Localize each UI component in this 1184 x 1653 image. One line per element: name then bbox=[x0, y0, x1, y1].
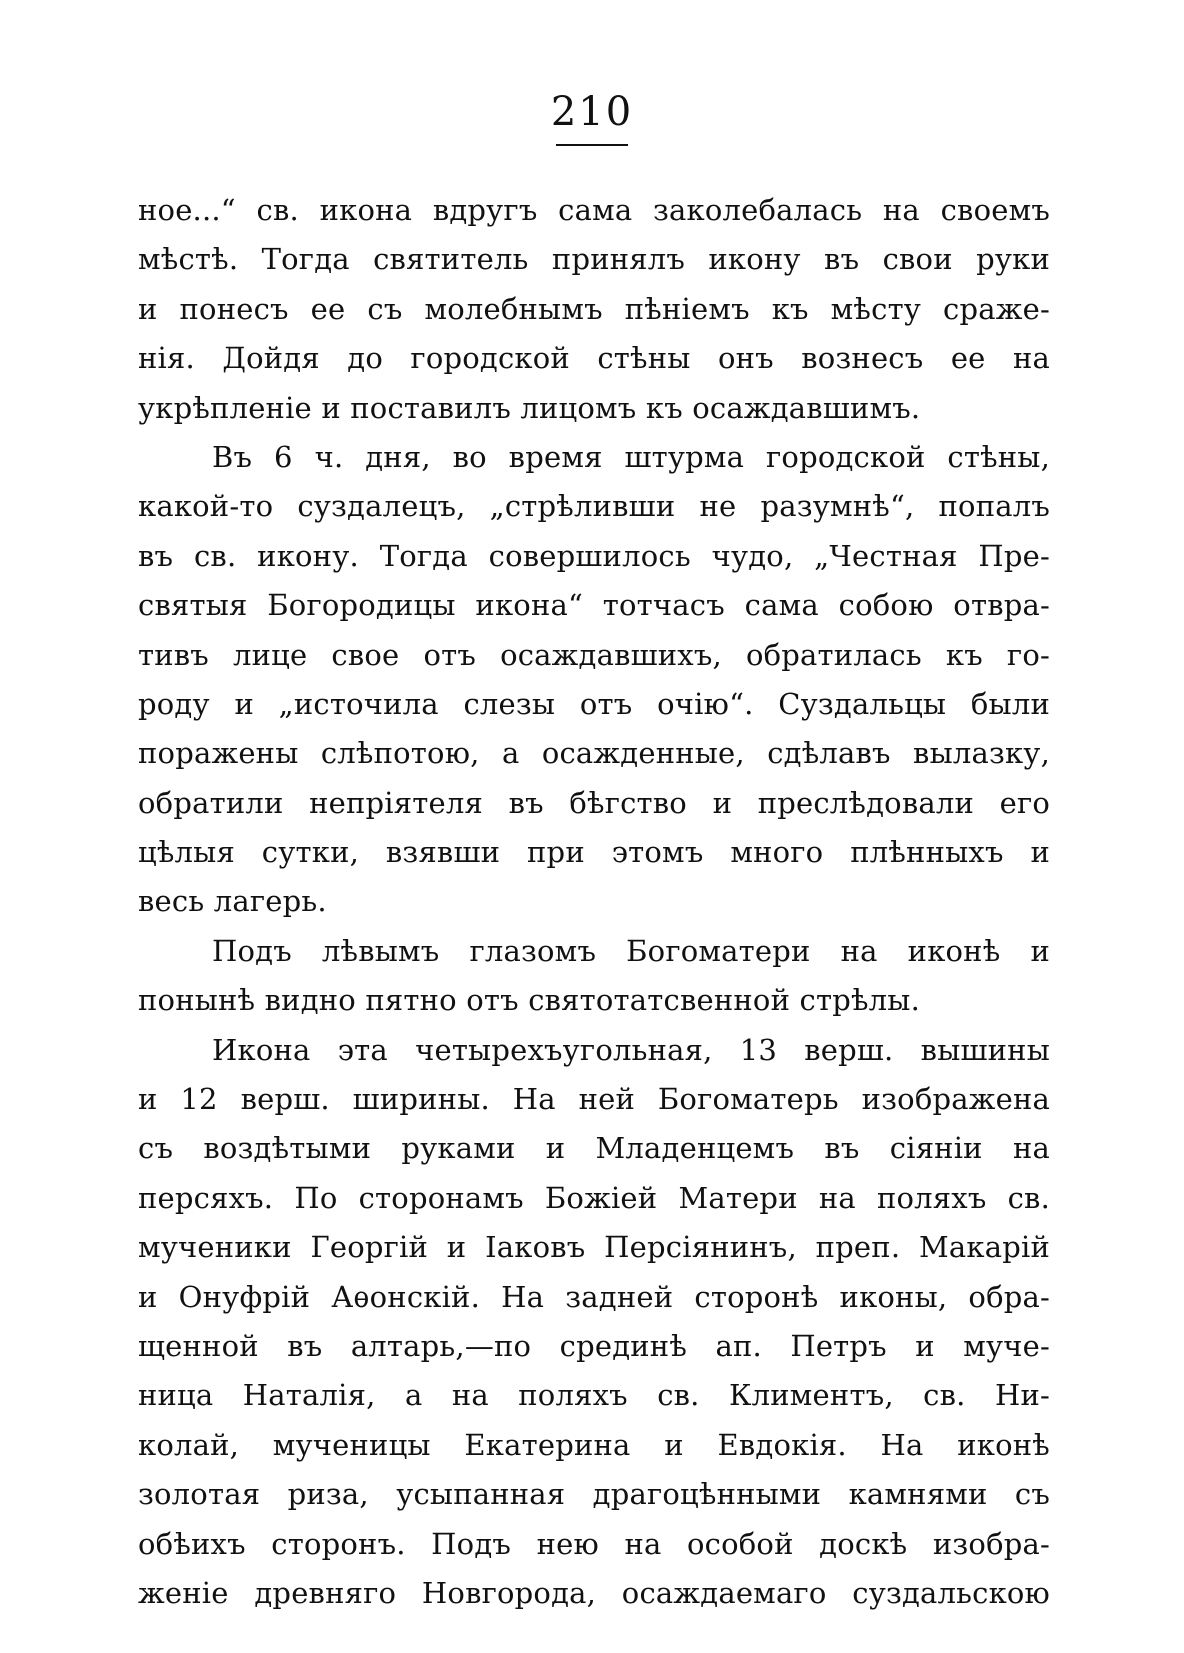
text-line: ница Наталія, а на поляхъ св. Климентъ, св. Ни- bbox=[138, 1378, 1050, 1413]
text-line: цѣлыя сутки, взявши при этомъ много плѣнныхъ и bbox=[138, 835, 1050, 870]
page-number-underline bbox=[556, 144, 628, 146]
text-line: и Онуфрій Аѳонскій. На задней сторонѣ иконы, обра- bbox=[138, 1279, 1050, 1314]
text-line: мѣстѣ. Тогда святитель принялъ икону въ свои руки bbox=[138, 242, 1050, 277]
text-line: щенной въ алтарь,—по срединѣ ап. Петръ и муче- bbox=[138, 1328, 1050, 1363]
text-line: и 12 верш. ширины. На ней Богоматерь изображена bbox=[138, 1082, 1050, 1117]
text-line: съ воздѣтыми руками и Младенцемъ въ сіяніи на bbox=[138, 1131, 1050, 1166]
text-line: нія. Дойдя до городской стѣны онъ вознесъ ее на bbox=[138, 341, 1050, 376]
text-line: персяхъ. По сторонамъ Божіей Матери на поляхъ св. bbox=[138, 1180, 1050, 1215]
text-line: ное...“ св. икона вдругъ сама заколебалась на своемъ bbox=[138, 193, 1050, 227]
text-line: женіе древняго Новгорода, осаждаемаго суздальскою bbox=[138, 1575, 1050, 1610]
text-line: Подъ лѣвымъ глазомъ Богоматери на иконѣ и bbox=[212, 933, 1050, 968]
text-line: святыя Богородицы икона“ тотчасъ сама собою отвра- bbox=[138, 588, 1050, 623]
text-line: понынѣ видно пятно отъ святотатсвенной стрѣлы. bbox=[138, 983, 920, 1018]
text-line: какой-то суздалецъ, „стрѣливши не разумнѣ“, попалъ bbox=[138, 489, 1050, 524]
page-number: 210 bbox=[550, 89, 634, 135]
text-line: въ св. икону. Тогда совершилось чудо, „Честная Пре- bbox=[138, 538, 1050, 573]
text-line: Икона эта четырехъугольная, 13 верш. вышины bbox=[212, 1032, 1050, 1067]
text-line: золотая риза, усыпанная драгоцѣнными камнями съ bbox=[138, 1477, 1050, 1512]
text-line: укрѣпленіе и поставилъ лицомъ къ осаждавшимъ. bbox=[138, 390, 921, 425]
body-text bbox=[138, 186, 1050, 1618]
text-line: поражены слѣпотою, а осажденные, сдѣлавъ вылазку, bbox=[138, 736, 1050, 771]
text-line: колай, мученицы Екатерина и Евдокія. На иконѣ bbox=[138, 1427, 1050, 1462]
text-line: и понесъ ее съ молебнымъ пѣніемъ къ мѣсту сраже- bbox=[138, 291, 1050, 326]
text-line: Въ 6 ч. дня, во время штурма городской стѣны, bbox=[212, 439, 1050, 474]
text-line: весь лагерь. bbox=[138, 884, 327, 919]
text-line: тивъ лице свое отъ осаждавшихъ, обратилась къ го- bbox=[138, 637, 1050, 672]
text-line: роду и „источила слезы отъ очію“. Суздальцы были bbox=[138, 686, 1050, 721]
text-line: обѣихъ сторонъ. Подъ нею на особой доскѣ изобра- bbox=[138, 1526, 1050, 1561]
text-line: обратили непріятеля въ бѣгство и преслѣдовали его bbox=[138, 785, 1050, 820]
text-line: мученики Георгій и Іаковъ Персіянинъ, преп. Макарій bbox=[138, 1230, 1050, 1265]
